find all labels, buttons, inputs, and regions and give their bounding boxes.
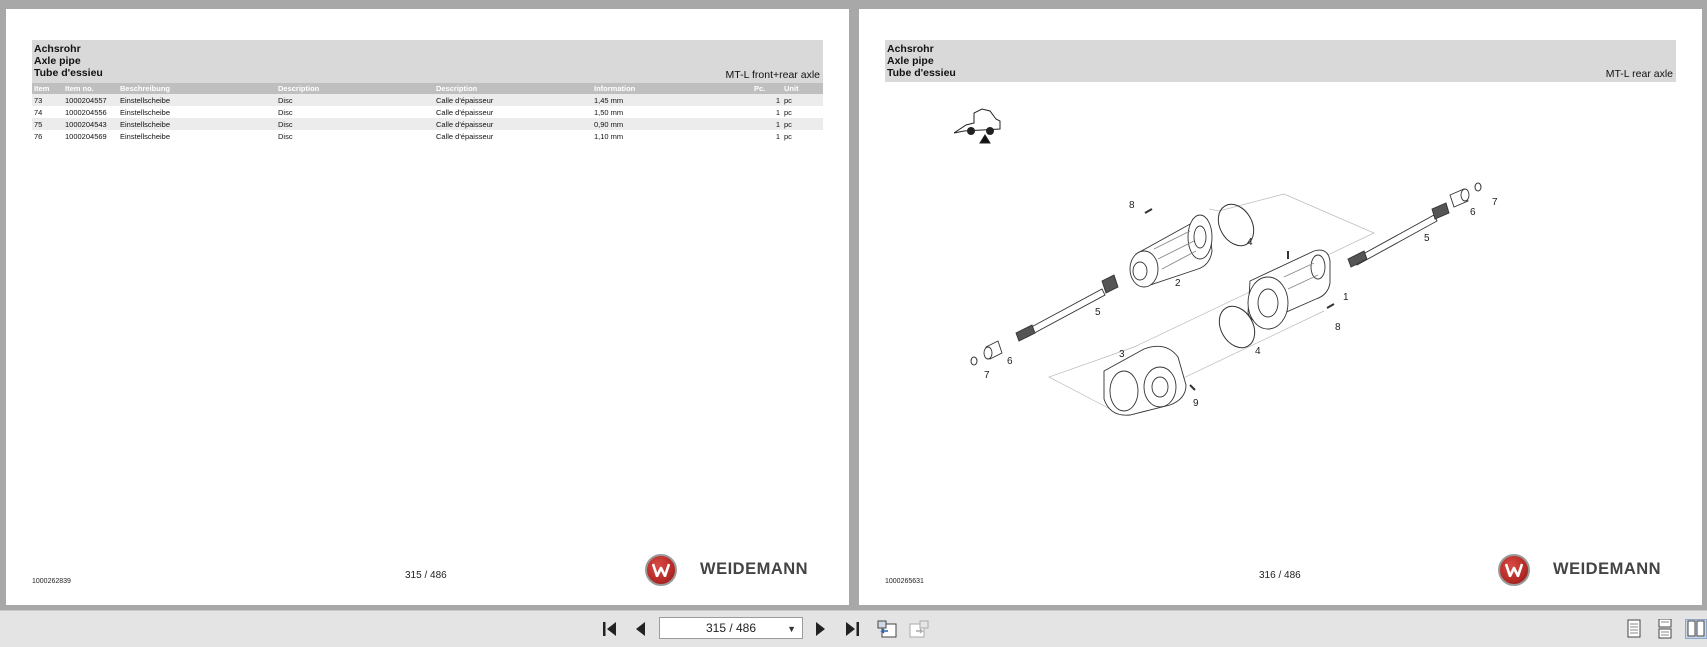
- cell-fr: Calle d'épaisseur: [436, 131, 494, 141]
- part-sleeve-6: [984, 341, 1002, 359]
- cell-fr: Calle d'épaisseur: [434, 118, 592, 130]
- document-id: 1000265631: [885, 578, 924, 585]
- cell-item: 73: [32, 94, 63, 106]
- viewer-toolbar: [0, 610, 1707, 647]
- callout-label: 6: [1470, 207, 1476, 218]
- first-page-icon[interactable]: [600, 619, 620, 639]
- cell-en: Disc: [276, 94, 434, 106]
- col-pc: Pc.: [752, 83, 782, 94]
- callout-label: 6: [1007, 356, 1013, 367]
- table-row: [32, 130, 823, 142]
- table-row: [32, 118, 823, 130]
- part-sleeve-6b: [1450, 189, 1469, 207]
- two-page-view-icon[interactable]: [1685, 619, 1707, 639]
- page-number-dropdown[interactable]: [659, 617, 803, 639]
- continuous-view-icon[interactable]: [1654, 619, 1676, 639]
- callout-label: 2: [1175, 278, 1181, 289]
- cell-pc: 1: [752, 118, 782, 130]
- last-page-icon[interactable]: [842, 619, 862, 639]
- part-bolt-9: [1190, 385, 1195, 390]
- col-item: Item: [32, 83, 63, 94]
- next-page-icon[interactable]: [812, 619, 830, 639]
- weidemann-logo: [645, 552, 825, 588]
- cell-en: Disc: [278, 107, 293, 117]
- col-description-en: Description: [276, 83, 434, 94]
- part-shaft-5: [1016, 275, 1118, 341]
- callout-label: 9: [1193, 398, 1199, 409]
- cell-pc: 1: [775, 107, 780, 117]
- part-housing-1: [1248, 250, 1330, 329]
- cell-item-no: 1000204557: [63, 94, 118, 106]
- part-bolt-8: [1145, 209, 1152, 213]
- weidemann-emblem-icon: [645, 554, 677, 586]
- callout-label: 4: [1247, 237, 1253, 248]
- table-row: [32, 106, 823, 118]
- page-header: [32, 40, 823, 83]
- left-page: [6, 9, 849, 605]
- part-shaft-5b: [1348, 203, 1449, 267]
- title-french: Tube d'essieu: [887, 67, 956, 79]
- title-english: Axle pipe: [887, 55, 934, 67]
- cell-de: Einstellscheibe: [120, 107, 171, 117]
- model-label: MT-L front+rear axle: [725, 69, 820, 81]
- table-header-row: [32, 83, 823, 94]
- col-item-no: Item no.: [63, 83, 118, 94]
- weidemann-logo: [1498, 552, 1678, 588]
- page-number: 315 / 486: [405, 570, 447, 581]
- callout-label: 4: [1255, 346, 1261, 357]
- machine-pictogram-icon: [954, 109, 1000, 143]
- cell-item: 75: [32, 118, 63, 130]
- cell-info: 1,45 mm: [592, 94, 752, 106]
- cell-info: 1,10 mm: [594, 131, 624, 141]
- part-clip-7b: [1475, 183, 1481, 191]
- forward-view-icon[interactable]: [907, 619, 931, 639]
- exploded-parts-drawing: [954, 99, 1614, 459]
- col-unit: Unit: [782, 83, 823, 94]
- cell-item: 76: [34, 131, 43, 141]
- brand-name: WEIDEMANN: [1553, 560, 1662, 578]
- cell-pc: 1: [752, 94, 782, 106]
- cell-unit: pc: [784, 131, 792, 141]
- right-page: [859, 9, 1702, 605]
- cell-item-no: 1000204556: [65, 107, 107, 117]
- table-row: [32, 94, 823, 106]
- model-label: MT-L rear axle: [1605, 68, 1673, 80]
- title-french: Tube d'essieu: [34, 67, 103, 79]
- callout-label: 5: [1424, 233, 1430, 244]
- cell-item-no: 1000204543: [63, 118, 118, 130]
- col-information: Information: [592, 83, 752, 94]
- page-header: [885, 40, 1676, 82]
- cell-en: Disc: [278, 131, 293, 141]
- back-view-icon[interactable]: [875, 619, 899, 639]
- callout-label: 7: [984, 370, 990, 381]
- cell-de: Einstellscheibe: [118, 118, 276, 130]
- page-number: 316 / 486: [1259, 570, 1301, 581]
- callout-label: 8: [1335, 322, 1341, 333]
- weidemann-emblem-icon: [1498, 554, 1530, 586]
- cell-info: 1,50 mm: [594, 107, 624, 117]
- cell-item: 74: [34, 107, 43, 117]
- document-id: 1000262839: [32, 578, 71, 585]
- cell-item-no: 1000204569: [65, 131, 107, 141]
- title-english: Axle pipe: [34, 55, 81, 67]
- part-ring-4: [1211, 198, 1261, 252]
- title-german: Achsrohr: [887, 43, 934, 55]
- callout-label: 1: [1343, 292, 1349, 303]
- single-page-icon[interactable]: [1624, 619, 1644, 639]
- page-indicator: 315 / 486: [705, 621, 757, 635]
- chevron-down-icon: ▼: [787, 624, 796, 634]
- part-housing-2: [1130, 215, 1212, 287]
- cell-en: Disc: [276, 118, 434, 130]
- cell-info: 0,90 mm: [592, 118, 752, 130]
- cell-de: Einstellscheibe: [120, 131, 171, 141]
- callout-label: 7: [1492, 197, 1498, 208]
- col-description-fr: Description: [434, 83, 592, 94]
- cell-unit: pc: [782, 94, 823, 106]
- cell-fr: Calle d'épaisseur: [434, 94, 592, 106]
- part-bolt-8b: [1327, 304, 1334, 308]
- callout-label: 8: [1129, 200, 1135, 211]
- brand-name: WEIDEMANN: [700, 560, 809, 578]
- cell-de: Einstellscheibe: [118, 94, 276, 106]
- parts-table: [32, 83, 823, 142]
- callout-label: 3: [1119, 349, 1125, 360]
- cell-fr: Calle d'épaisseur: [436, 107, 494, 117]
- cell-unit: pc: [784, 107, 792, 117]
- title-german: Achsrohr: [34, 43, 81, 55]
- part-clip-7: [971, 357, 977, 365]
- prev-page-icon[interactable]: [631, 619, 649, 639]
- callout-label: 5: [1095, 307, 1101, 318]
- part-carrier-3: [1104, 346, 1186, 415]
- col-beschreibung: Beschreibung: [118, 83, 276, 94]
- cell-unit: pc: [782, 118, 823, 130]
- cell-pc: 1: [775, 131, 780, 141]
